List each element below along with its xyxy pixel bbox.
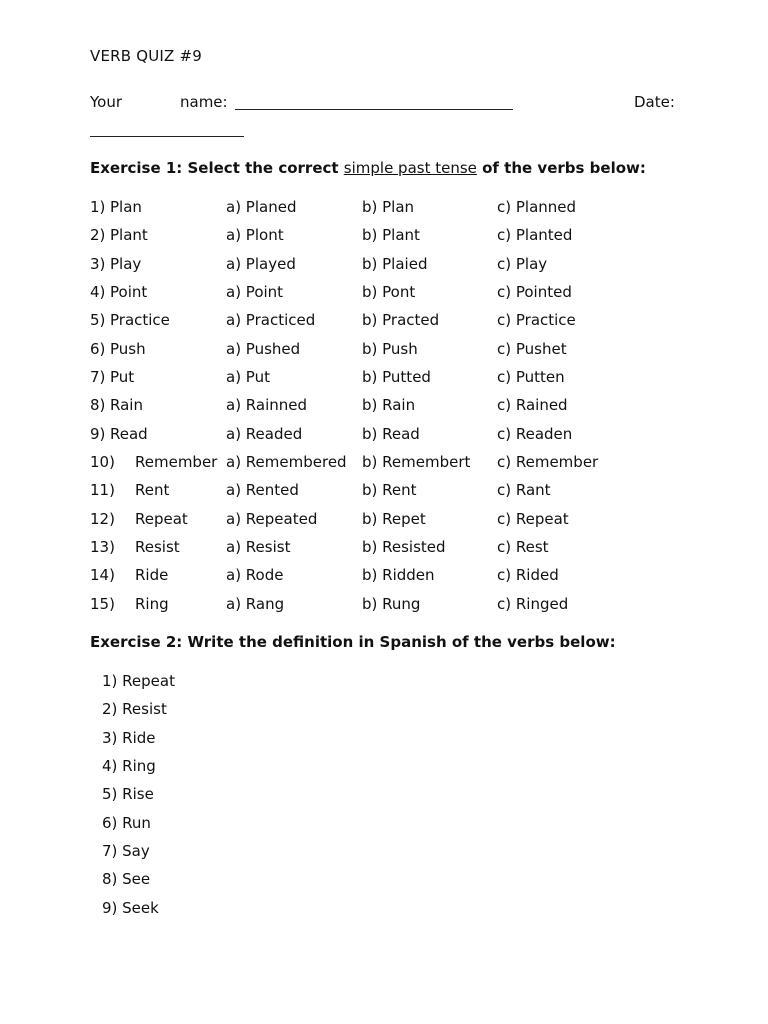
exercise1-heading [90,159,646,177]
option-b[interactable]: b) Pont [362,283,416,302]
question-row [90,481,690,509]
option-a[interactable]: a) Pushed [226,339,301,358]
option-c[interactable]: c) Rained [497,396,568,415]
exercise2-heading: Exercise 2: Write the definition in Spanish of the verbs below: [90,633,616,651]
question-row [90,255,690,283]
question-row [90,198,690,226]
option-a[interactable]: a) Resist [226,538,291,557]
option-b[interactable]: b) Plaied [362,254,428,273]
question-verb: Plant [110,226,148,245]
option-c[interactable]: c) Repeat [497,509,569,528]
option-a[interactable]: a) Played [226,254,296,273]
question-row [90,538,690,566]
question-row [90,340,690,368]
option-b[interactable]: b) Ridden [362,566,435,585]
option-c[interactable]: c) Planned [497,198,577,216]
option-b[interactable]: b) Plan [362,198,415,216]
option-c[interactable]: c) Readen [497,424,573,443]
option-a[interactable]: a) Readed [226,424,303,443]
option-b[interactable]: b) Read [362,424,420,443]
name-label: name: [180,93,228,111]
question-number: 10) [90,453,115,472]
definition-item: 8) See [102,870,151,889]
option-c[interactable]: c) Putten [497,368,565,387]
option-c[interactable]: c) Practice [497,311,576,330]
option-a[interactable]: a) Planed [226,198,297,216]
question-verb: Read [110,424,148,443]
question-row [90,283,690,311]
definition-item: 1) Repeat [102,672,175,690]
question-verb: Ring [135,594,169,613]
option-b[interactable]: b) Remembert [362,453,471,472]
definition-item: 4) Ring [102,757,156,776]
option-b[interactable]: b) Rain [362,396,416,415]
question-verb: Resist [135,538,180,557]
your-label: Your [90,93,123,111]
question-number: 1) [90,198,106,216]
option-c[interactable]: c) Pointed [497,283,572,302]
option-b[interactable]: b) Resisted [362,538,446,557]
name-blank-line[interactable] [235,109,513,110]
option-c[interactable]: c) Planted [497,226,573,245]
option-a[interactable]: a) Repeated [226,509,318,528]
option-a[interactable]: a) Rang [226,594,285,613]
question-row [90,396,690,424]
question-verb: Rent [135,481,170,500]
question-verb: Plan [110,198,142,216]
question-number: 8) [90,396,106,415]
exercise1-heading-post: of the verbs below: [476,159,646,177]
option-c[interactable]: c) Ringed [497,594,569,613]
option-b[interactable]: b) Plant [362,226,420,245]
option-c[interactable]: c) Rest [497,538,549,557]
question-number: 2) [90,226,106,245]
exercise1-heading-pre: Exercise 1: Select the correct [90,159,344,177]
definition-item: 2) Resist [102,700,167,719]
question-row [90,226,690,254]
option-a[interactable]: a) Plont [226,226,284,245]
exercise1-question-table [90,198,690,623]
question-verb: Ride [135,566,169,585]
question-number: 3) [90,254,106,273]
option-c[interactable]: c) Remember [497,453,599,472]
option-b[interactable]: b) Push [362,339,418,358]
option-b[interactable]: b) Rung [362,594,421,613]
question-row [90,566,690,594]
option-a[interactable]: a) Rainned [226,396,308,415]
option-a[interactable]: a) Rented [226,481,299,500]
definition-item: 7) Say [102,842,150,861]
question-verb: Play [110,254,142,273]
question-number: 14) [90,566,115,585]
question-number: 7) [90,368,106,387]
option-b[interactable]: b) Repet [362,509,426,528]
date-label: Date: [634,93,675,111]
option-c[interactable]: c) Pushet [497,339,567,358]
option-a[interactable]: a) Rode [226,566,284,585]
question-verb: Rain [110,396,143,415]
question-row [90,368,690,396]
question-row [90,425,690,453]
question-number: 13) [90,538,115,557]
definition-item: 5) Rise [102,785,154,804]
option-a[interactable]: a) Practiced [226,311,316,330]
option-a[interactable]: a) Remembered [226,453,347,472]
question-verb: Repeat [135,509,188,528]
question-row [90,595,690,623]
question-row [90,453,690,481]
question-row [90,311,690,339]
question-row [90,510,690,538]
option-a[interactable]: a) Put [226,368,270,387]
date-blank-line[interactable] [90,136,244,137]
question-verb: Point [110,283,148,302]
name-date-line [90,93,680,115]
question-verb: Put [110,368,135,387]
definition-item: 6) Run [102,813,151,832]
definition-item: 3) Ride [102,728,156,747]
option-c[interactable]: c) Rant [497,481,551,500]
page-title: VERB QUIZ #9 [90,47,202,65]
option-c[interactable]: c) Rided [497,566,559,585]
question-number: 11) [90,481,115,500]
question-number: 6) [90,339,106,358]
exercise2-verb-list [102,672,175,927]
option-b[interactable]: b) Rent [362,481,417,500]
option-b[interactable]: b) Putted [362,368,431,387]
option-c[interactable]: c) Play [497,254,548,273]
question-verb: Remember [135,453,218,472]
question-verb: Push [110,339,146,358]
question-number: 4) [90,283,106,302]
definition-item: 9) Seek [102,898,159,917]
question-number: 15) [90,594,115,613]
question-number: 9) [90,424,106,443]
question-number: 12) [90,509,115,528]
option-a[interactable]: a) Point [226,283,284,302]
question-number: 5) [90,311,106,330]
question-verb: Practice [110,311,170,330]
option-b[interactable]: b) Practed [362,311,440,330]
exercise1-heading-underlined: simple past tense [343,159,477,177]
